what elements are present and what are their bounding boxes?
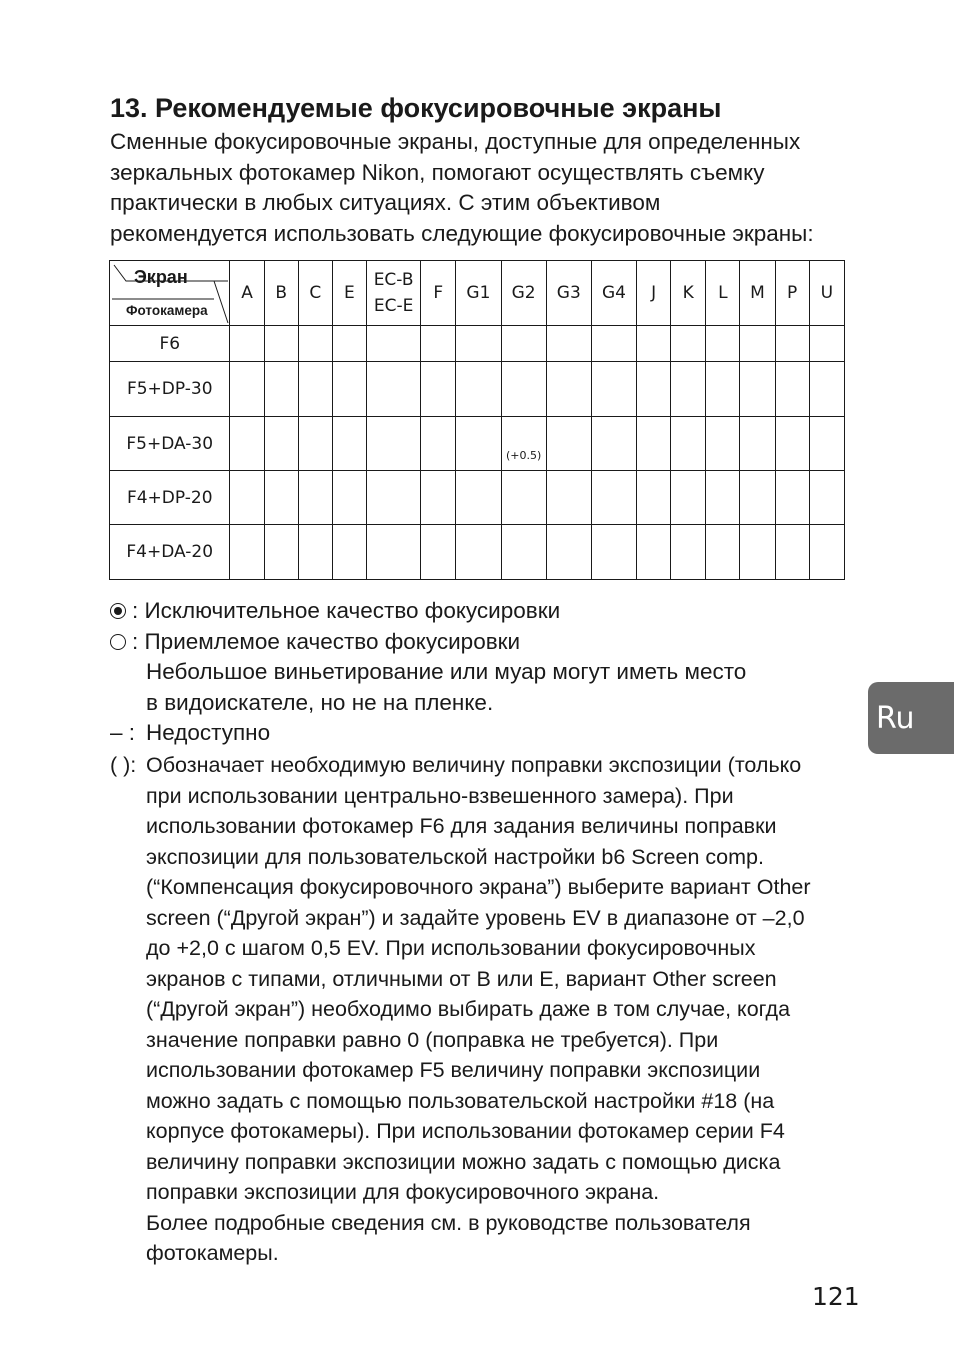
col-header: M (740, 261, 775, 326)
camera-cell: F5+DP-30 (110, 362, 230, 417)
para-line: фотокамеры. (146, 1241, 279, 1265)
camera-cell: F4+DA-20 (110, 525, 230, 580)
intro-line: практически в любых ситуациях. С этим объективом (110, 190, 661, 215)
camera-cell: F6 (110, 326, 230, 362)
table-row (110, 471, 845, 525)
col-header-ec-b: EC-B (373, 270, 414, 290)
intro-line: Сменные фокусировочные экраны, доступные для определенных (110, 129, 801, 154)
para-line: Обозначает необходимую величину поправки экспозиции (только (146, 753, 802, 777)
parentheses-symbol: ( ): (110, 753, 137, 777)
para-line: Более подробные сведения см. в руководстве пользователя (146, 1210, 751, 1235)
para-line: при использовании центрально-взвешенного замера). При (146, 783, 734, 808)
col-header: G2 (501, 261, 546, 326)
page-heading: 13. Рекомендуемые фокусировочные экраны (110, 93, 722, 123)
para-line: поправки экспозиции для фокусировочного экрана. (146, 1180, 660, 1204)
table-row (110, 525, 845, 580)
legend-acceptable-note-2: в видоискателе, но не на пленке. (146, 689, 494, 715)
page-number: 121 (812, 1282, 860, 1311)
intro-line: зеркальных фотокамер Nikon, помогают осуществлять съемку (110, 159, 765, 185)
intro-line: рекомендуется использовать следующие фокусировочные экраны: (110, 220, 814, 246)
intro-paragraph (110, 127, 850, 249)
table-row (110, 362, 845, 417)
para-line: (“Компенсация фокусировочного экрана”) выберите вариант Other (146, 875, 811, 899)
col-header: E (332, 261, 366, 326)
col-header: G1 (456, 261, 501, 326)
para-line: экранов с типами, отличными от B или E, вариант Other screen (146, 966, 777, 991)
col-header: C (298, 261, 332, 326)
table-row (110, 326, 845, 362)
legend-excellent-text: : Исключительное качество фокусировки (132, 598, 561, 623)
dash-symbol: – : (110, 720, 136, 745)
legend-acceptable-note (110, 657, 870, 688)
col-header: J (637, 261, 671, 326)
col-header: P (775, 261, 809, 326)
para-line: screen (“Другой экран”) и задайте уровень EV в диапазоне от –2,0 (146, 905, 805, 930)
legend (110, 596, 870, 749)
col-header: U (809, 261, 844, 326)
para-line: экспозиции для пользовательской настройки b6 Screen comp. (146, 844, 764, 869)
para-line: до +2,0 с шагом 0,5 EV. При использовании фокусировочных (146, 936, 756, 960)
legend-acceptable-note (110, 688, 870, 719)
col-header: K (671, 261, 706, 326)
col-header: L (706, 261, 740, 326)
col-header: G3 (546, 261, 591, 326)
exposure-compensation-note: (+0.5) (501, 417, 546, 471)
para-line: использовании фотокамер F6 для задания величины поправки (146, 814, 777, 838)
legend-unavailable-text: Недоступно (146, 720, 271, 745)
para-line: корпусе фотокамеры). При использовании фотокамер серии F4 (146, 1119, 785, 1143)
col-header: F (421, 261, 456, 326)
camera-cell: F4+DP-20 (110, 471, 230, 525)
col-header: A (230, 261, 264, 326)
parentheses-explanation (110, 750, 870, 1269)
col-header-ec-e: EC-E (373, 296, 414, 316)
corner-camera-label: Фотокамера (126, 303, 208, 318)
legend-acceptable (110, 627, 870, 658)
col-header: G4 (591, 261, 636, 326)
table-corner-cell (110, 261, 230, 326)
focusing-screen-table (109, 260, 845, 580)
legend-acceptable-text: : Приемлемое качество фокусировки (132, 628, 521, 654)
corner-screen-label: Экран (134, 267, 188, 287)
col-header: B (264, 261, 298, 326)
legend-acceptable-note-1: Небольшое виньетирование или муар могут иметь место (146, 659, 747, 684)
col-header-ec (366, 261, 420, 326)
para-line: использовании фотокамер F5 величину поправки экспозиции (146, 1058, 761, 1082)
para-line: значение поправки равно 0 (поправка не требуется). При (146, 1027, 719, 1052)
para-line: (“Другой экран”) необходимо выбирать даже в том случае, когда (146, 997, 791, 1021)
parentheses-body (146, 750, 870, 1269)
para-line: можно задать с помощью пользовательской настройки #18 (на (146, 1088, 775, 1113)
para-line: величину поправки экспозиции можно задать с помощью диска (146, 1149, 781, 1174)
camera-cell: F5+DA-30 (110, 417, 230, 471)
language-tab: Ru (868, 682, 954, 754)
table-header-row (110, 261, 845, 326)
legend-unavailable (110, 718, 870, 749)
legend-excellent (110, 596, 870, 627)
table-row (110, 417, 845, 471)
